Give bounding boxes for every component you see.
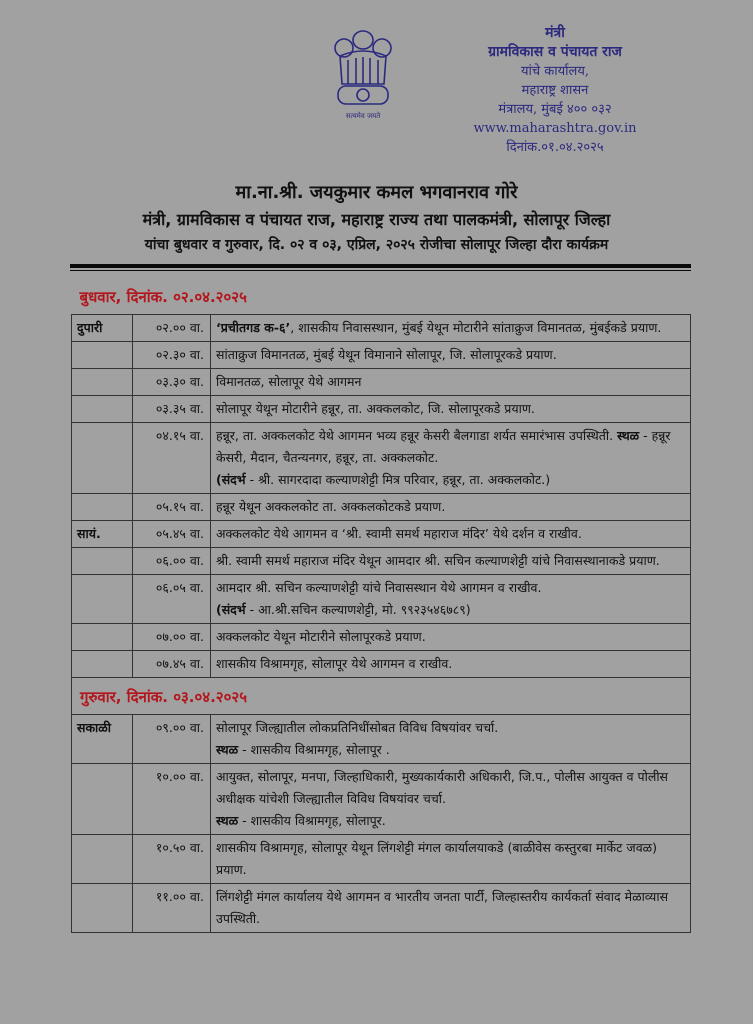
day-heading: बुधवार, दिनांक. ०२.०४.२०२५ xyxy=(72,282,691,315)
period-cell: सायं. xyxy=(72,521,133,548)
venue-label: स्थळ xyxy=(216,813,239,828)
activity-text: शासकीय विश्रामगृह, सोलापूर येथे आगमन व राखीव. xyxy=(216,656,453,671)
time-cell: ०९.०० वा. xyxy=(133,715,211,764)
office-address: मंत्रालय, मुंबई ४०० ०३२ xyxy=(498,102,612,117)
activity-text: सोलापूर येथून मोटारीने हन्नूर, ता. अक्कलकोट, जि. सोलापूरकडे प्रयाण. xyxy=(216,401,535,416)
office-website: www.maharashtra.gov.in xyxy=(473,121,637,136)
schedule-row xyxy=(72,423,691,494)
schedule-row xyxy=(72,835,691,884)
period-cell: सकाळी xyxy=(72,715,133,764)
office-department: ग्रामविकास व पंचायत राज xyxy=(488,44,622,60)
activity-text: हन्नूर, ता. अक्कलकोट येथे आगमन भव्य हन्नूर केसरी बैलगाडा शर्यत समारंभास उपस्थिती. xyxy=(216,428,614,443)
activity-cell xyxy=(211,315,691,342)
time-cell: ०६.०५ वा. xyxy=(133,575,211,624)
activity-text: विमानतळ, सोलापूर येथे आगमन xyxy=(216,374,362,389)
time-cell: १०.५० वा. xyxy=(133,835,211,884)
time-cell: ०७.४५ वा. xyxy=(133,651,211,678)
period-cell: दुपारी xyxy=(72,315,133,342)
activity-cell xyxy=(211,575,691,624)
schedule-row xyxy=(72,575,691,624)
time-cell: ०२.०० वा. xyxy=(133,315,211,342)
time-cell: ०२.३० वा. xyxy=(133,342,211,369)
venue-label: स्थळ xyxy=(216,742,239,757)
emblem-motto: सत्यमेव जयते xyxy=(345,112,381,120)
schedule-row xyxy=(72,521,691,548)
office-title: मंत्री xyxy=(545,25,565,41)
schedule-table xyxy=(71,282,691,933)
period-cell xyxy=(72,884,133,933)
period-cell xyxy=(72,624,133,651)
schedule-row xyxy=(72,624,691,651)
office-line1: यांचे कार्यालय, xyxy=(520,64,590,79)
period-cell xyxy=(72,835,133,884)
time-cell: ०३.३० वा. xyxy=(133,369,211,396)
office-date: दिनांक.०१.०४.२०२५ xyxy=(506,140,604,155)
activity-cell xyxy=(211,548,691,575)
activity-text: अक्कलकोट येथून मोटारीने सोलापूरकडे प्रयाण. xyxy=(216,629,426,644)
document-heading xyxy=(0,180,753,257)
time-cell: ११.०० वा. xyxy=(133,884,211,933)
ashoka-emblem-icon xyxy=(330,26,396,122)
activity-lead: ‘प्रचीतगड क-६’ xyxy=(216,320,291,335)
venue-text: - शासकीय विश्रामगृह, सोलापूर. xyxy=(238,813,386,828)
activity-cell xyxy=(211,423,691,494)
period-cell xyxy=(72,764,133,835)
minister-designation: मंत्री, ग्रामविकास व पंचायत राज, महाराष्ट्र राज्य तथा पालकमंत्री, सोलापूर जिल्हा xyxy=(142,210,611,229)
period-cell xyxy=(72,494,133,521)
schedule-row xyxy=(72,884,691,933)
schedule-row xyxy=(72,715,691,764)
heading-divider xyxy=(70,264,691,268)
activity-text: लिंगशेट्टी मंगल कार्यालय येथे आगमन व भारतीय जनता पार्टी, जिल्हास्तरीय कार्यकर्ता संवाद मेळाव्यास उपस्थिती. xyxy=(216,889,669,926)
activity-cell xyxy=(211,521,691,548)
schedule-row xyxy=(72,764,691,835)
schedule-row xyxy=(72,396,691,423)
time-cell: ०३.३५ वा. xyxy=(133,396,211,423)
activity-cell xyxy=(211,369,691,396)
schedule-row xyxy=(72,315,691,342)
schedule-row xyxy=(72,548,691,575)
venue-label: स्थळ xyxy=(617,428,640,443)
time-cell: ०५.१५ वा. xyxy=(133,494,211,521)
reference-label: संदर्भ xyxy=(221,602,246,617)
day-heading-row xyxy=(72,282,691,315)
activity-cell xyxy=(211,624,691,651)
schedule-row xyxy=(72,342,691,369)
time-cell: ०४.१५ वा. xyxy=(133,423,211,494)
activity-text: सांताक्रुज विमानतळ, मुंबई येथून विमानाने सोलापूर, जि. सोलापूरकडे प्रयाण. xyxy=(216,347,557,362)
activity-text: आयुक्त, सोलापूर, मनपा, जिल्हाधिकारी, मुख्यकार्यकारी अधिकारी, जि.प., पोलीस आयुक्त व पोलीस अधीक्षक यांचेशी जिल्ह्यातील विविध विषयांवर चर्चा. xyxy=(216,769,669,806)
time-cell: ०५.४५ वा. xyxy=(133,521,211,548)
day-heading: गुरुवार, दिनांक. ०३.०४.२०२५ xyxy=(72,678,691,715)
activity-text: सोलापूर जिल्ह्यातील लोकप्रतिनिधींसोबत विविध विषयांवर चर्चा. xyxy=(216,720,499,735)
activity-cell xyxy=(211,342,691,369)
ref-open: ( xyxy=(216,472,222,487)
heading-divider-thin xyxy=(70,270,691,271)
activity-cell xyxy=(211,715,691,764)
reference-text: - श्री. सागरदादा कल्याणशेट्टी मित्र परिवार, हन्नूर, ता. अक्कलकोट.) xyxy=(245,472,551,487)
schedule-row xyxy=(72,651,691,678)
venue-text: - हन्नूर केसरी, मैदान, चैतन्यनगर, हन्नूर, ता. अक्कलकोट. xyxy=(216,428,671,465)
period-cell xyxy=(72,396,133,423)
activity-cell xyxy=(211,884,691,933)
schedule-row xyxy=(72,494,691,521)
venue-text: - शासकीय विश्रामगृह, सोलापूर . xyxy=(238,742,390,757)
activity-cell xyxy=(211,396,691,423)
tour-subtitle: यांचा बुधवार व गुरुवार, दि. ०२ व ०३, एप्रिल, २०२५ रोजीचा सोलापूर जिल्हा दौरा कार्यक्रम xyxy=(144,237,609,253)
time-cell: ०६.०० वा. xyxy=(133,548,211,575)
office-address-block xyxy=(440,24,670,157)
period-cell xyxy=(72,423,133,494)
schedule-row xyxy=(72,369,691,396)
activity-cell xyxy=(211,835,691,884)
ref-open: ( xyxy=(216,602,222,617)
activity-cell xyxy=(211,764,691,835)
office-line2: महाराष्ट्र शासन xyxy=(521,83,589,98)
activity-cell xyxy=(211,651,691,678)
period-cell xyxy=(72,548,133,575)
reference-label: संदर्भ xyxy=(221,472,246,487)
period-cell xyxy=(72,342,133,369)
activity-text: , शासकीय निवासस्थान, मुंबई येथून मोटारीने सांताक्रुज विमानतळ, मुंबईकडे प्रयाण. xyxy=(290,320,662,335)
period-cell xyxy=(72,369,133,396)
time-cell: ०७.०० वा. xyxy=(133,624,211,651)
activity-text: आमदार श्री. सचिन कल्याणशेट्टी यांचे निवासस्थान येथे आगमन व राखीव. xyxy=(216,580,542,595)
period-cell xyxy=(72,575,133,624)
activity-text: शासकीय विश्रामगृह, सोलापूर येथून लिंगशेट्टी मंगल कार्यालयाकडे (बाळीवेस कस्तुरबा मार्केट जवळ) प्रयाण. xyxy=(216,840,658,877)
activity-text: हन्नूर येथून अक्कलकोट ता. अक्कलकोटकडे प्रयाण. xyxy=(216,499,446,514)
activity-text: अक्कलकोट येथे आगमन व ‘श्री. स्वामी समर्थ महाराज मंदिर’ येथे दर्शन व राखीव. xyxy=(216,526,582,541)
period-cell xyxy=(72,651,133,678)
time-cell: १०.०० वा. xyxy=(133,764,211,835)
activity-text: श्री. स्वामी समर्थ महाराज मंदिर येथून आमदार श्री. सचिन कल्याणशेट्टी यांचे निवासस्थानाकडे प्रयाण. xyxy=(216,553,660,568)
activity-cell xyxy=(211,494,691,521)
minister-name: मा.ना.श्री. जयकुमार कमल भगवानराव गोरे xyxy=(235,182,518,203)
day-heading-row xyxy=(72,678,691,715)
reference-text: - आ.श्री.सचिन कल्याणशेट्टी, मो. ९९२३५४६७८९) xyxy=(245,602,471,617)
